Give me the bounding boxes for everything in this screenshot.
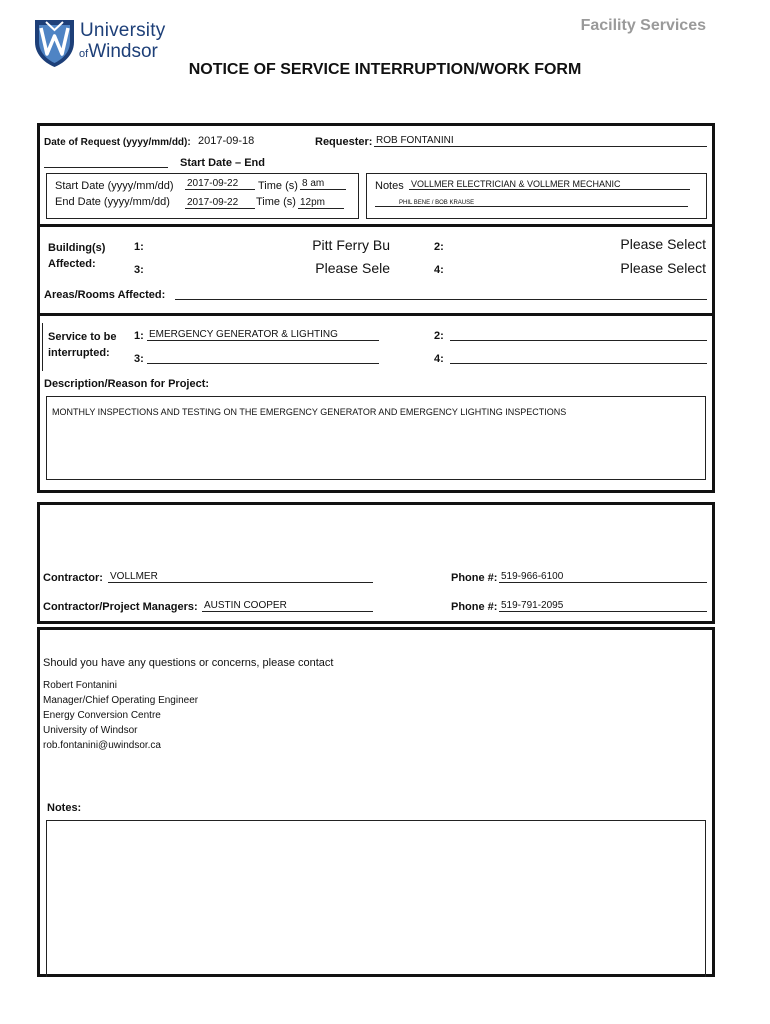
- building-1-number: 1:: [134, 241, 144, 253]
- start-time-field[interactable]: 8 am: [300, 178, 346, 190]
- requester-label: Requester:: [315, 136, 373, 148]
- service-label-1: Service to be: [48, 331, 117, 343]
- building-4-number: 4:: [434, 264, 444, 276]
- service-4-number: 4:: [434, 353, 444, 365]
- contact-email[interactable]: rob.fontanini@uwindsor.ca: [43, 740, 161, 751]
- areas-rooms-label: Areas/Rooms Affected:: [44, 289, 166, 301]
- contact-organization: University of Windsor: [43, 725, 138, 736]
- contact-role: Manager/Chief Operating Engineer: [43, 695, 199, 706]
- description-label: Description/Reason for Project:: [44, 378, 210, 390]
- requester-field[interactable]: [374, 135, 707, 147]
- logo-text-university: University: [80, 20, 166, 41]
- notes-textarea[interactable]: [46, 820, 706, 977]
- contractor-phone-label: Phone #:: [451, 572, 498, 584]
- contact-department: Energy Conversion Centre: [43, 710, 161, 721]
- department-name: Facility Services: [580, 17, 706, 34]
- service-1-number: 1:: [134, 330, 144, 342]
- end-date-field[interactable]: 2017-09-22: [185, 197, 255, 209]
- building-3-select[interactable]: Please Sele: [315, 260, 390, 276]
- end-time-field[interactable]: 12pm: [298, 197, 344, 209]
- manager-phone-label: Phone #:: [451, 601, 498, 613]
- contact-name: Robert Fontanini: [43, 680, 117, 691]
- contractor-field[interactable]: VOLLMER: [108, 571, 373, 583]
- service-3-number: 3:: [134, 353, 144, 365]
- buildings-label-1: Building(s): [48, 242, 106, 254]
- date-of-request-value[interactable]: 2017-09-18: [198, 135, 255, 147]
- notes-label: Notes:: [47, 802, 82, 814]
- logo-text-windsor: ofWindsor: [79, 41, 158, 62]
- contractor-phone-field[interactable]: 519-966-6100: [499, 571, 707, 583]
- manager-phone-field[interactable]: 519-791-2095: [499, 600, 707, 612]
- building-4-select[interactable]: Please Select: [620, 260, 706, 276]
- contact-intro: Should you have any questions or concerns, please contact: [43, 657, 334, 669]
- project-managers-label: Contractor/Project Managers:: [43, 601, 198, 613]
- project-managers-field[interactable]: AUSTIN COOPER: [202, 600, 373, 612]
- building-1-select[interactable]: Pitt Ferry Bu: [312, 237, 390, 253]
- service-2-field[interactable]: [450, 329, 707, 341]
- description-textarea[interactable]: [46, 396, 706, 480]
- end-date-label: End Date (yyyy/mm/dd): [55, 196, 170, 208]
- service-1-field[interactable]: EMERGENCY GENERATOR & LIGHTING: [147, 329, 379, 341]
- service-label-2: interrupted:: [48, 347, 110, 359]
- service-4-field[interactable]: [450, 352, 707, 364]
- building-2-number: 2:: [434, 241, 444, 253]
- requester-value: ROB FONTANINI: [376, 135, 454, 146]
- request-notes-line-2[interactable]: PHIL BENE / BOB KRAUSE: [375, 195, 688, 207]
- end-time-label: Time (s): [256, 196, 296, 208]
- service-3-field[interactable]: [147, 352, 379, 364]
- request-notes-label: Notes: [375, 180, 404, 192]
- description-value: MONTHLY INSPECTIONS AND TESTING ON THE EMERGENCY GENERATOR AND EMERGENCY LIGHTING INSPECTIONS: [52, 407, 567, 417]
- service-2-number: 2:: [434, 330, 444, 342]
- contractor-label: Contractor:: [43, 572, 103, 584]
- blank-line: [44, 156, 168, 168]
- request-notes-line-1[interactable]: VOLLMER ELECTRICIAN & VOLLMER MECHANIC: [409, 178, 690, 190]
- start-end-heading: Start Date – End: [180, 157, 265, 169]
- start-time-label: Time (s): [258, 180, 298, 192]
- start-date-field[interactable]: 2017-09-22: [185, 178, 255, 190]
- date-of-request-label: Date of Request (yyyy/mm/dd):: [44, 137, 191, 148]
- buildings-label-2: Affected:: [48, 258, 96, 270]
- building-3-number: 3:: [134, 264, 144, 276]
- building-2-select[interactable]: Please Select: [620, 236, 706, 252]
- page-title: NOTICE OF SERVICE INTERRUPTION/WORK FORM: [188, 61, 582, 78]
- areas-rooms-field[interactable]: [175, 288, 707, 300]
- start-date-label: Start Date (yyyy/mm/dd): [55, 180, 174, 192]
